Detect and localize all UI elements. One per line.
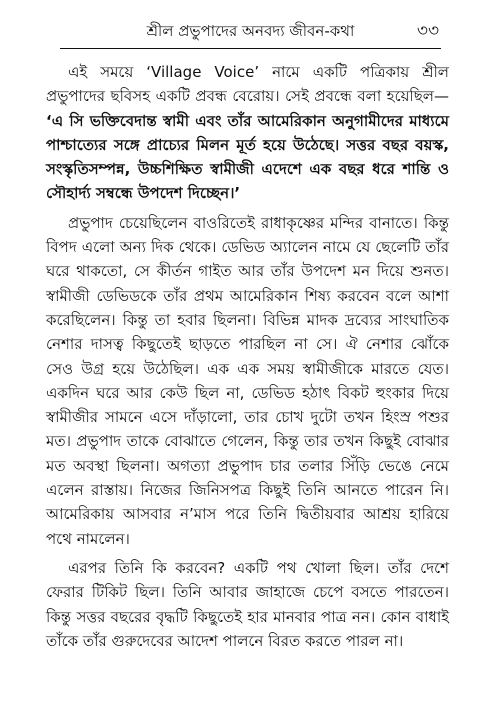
newspaper-quote: ‘এ সি ভক্তিবেদান্ত স্বামী এবং তাঁর আমেরিকান অনুগামীদের মাধ্যমে পাশ্চাত্যের সঙ্গে প্রাচ্যের মিলন মূর্ত হয়ে উঠেছে। সত্তর বছর বয়স্ক, সংস্কৃতিসম্পন্ন, উচ্চশিক্ষিত স্বামীজী এদেশে এক বছর ধরে শান্তি ও সৌহার্দ্য সম্বন্ধে উপদেশ দিচ্ছেন।’	[46, 111, 449, 203]
page-body	[46, 60, 449, 653]
page-header	[60, 18, 441, 49]
running-title: শ্রীল প্রভুপাদের অনবদ্য জীবন-কথা	[146, 22, 355, 40]
paragraph-1	[46, 60, 449, 206]
paragraph-3: এরপর তিনি কি করবেন? একটি পথ খোলা ছিল। তাঁর দেশে ফেরার টিকিট ছিল। তিনি আবার জাহাজে চেপে বসতে পারতেন। কিন্তু সত্তর বছরের বৃদ্ধটি কিছুতেই হার মানবার পাত্র নন। কোন বাধাই তাঁকে তাঁর গুরুদেবের আদেশ পালনে বিরত করতে পারল না।	[46, 558, 449, 650]
page-number: ৩৩	[416, 21, 439, 41]
paragraph-2: প্রভুপাদ চেয়েছিলেন বাওরিতেই রাধাকৃষ্ণের মন্দির বানাতে। কিন্তু বিপদ এলো অন্য দিক থেকে। ডেভিড অ্যালেন নামে যে ছেলেটি তাঁর ঘরে থাকতো, সে কীর্তন গাইত আর তাঁর উপদেশ মন দিয়ে শুনত। স্বামীজী ডেভিডকে তাঁর প্রথম আমেরিকান শিষ্য করবেন বলে আশা করেছিলেন। কিন্তু তা হবার ছিলনা। বিভিন্ন মাদক দ্রব্যের সাংঘাতিক নেশার দাসত্ব কিছুতেই ছাড়তে পারছিল না সে। ঐ নেশার ঝোঁকে সেও উগ্র হয়ে উঠেছিল। এক এক সময় স্বামীজীকে মারতে যেত। একদিন ঘরে আর কেউ ছিল না, ডেভিড হঠাৎ বিকট হুংকার দিয়ে স্বামীজীর সামনে এসে দাঁড়ালো, তার চোখ দুটো তখন হিংস্র পশুর মত। প্রভুপাদ তাকে বোঝাতে গেলেন, কিন্তু তার তখন কিছুই বোঝার মত অবস্থা ছিলনা। অগত্যা প্রভুপাদ চার তলার সিঁড়ি ভেঙে নেমে এলেন রাস্তায়। নিজের জিনিসপত্র কিছুই তিনি আনতে পারেন নি। আমেরিকায় আসবার ন’মাস পরে তিনি দ্বিতীয়বার আশ্রয় হারিয়ে পথে নামলেন।	[46, 213, 449, 548]
paragraph-1-intro: এই সময়ে ‘Village Voice’ নামে একটি পত্রিকায় শ্রীল প্রভুপাদের ছবিসহ একটি প্রবন্ধ বেরোয়। সেই প্রবন্ধে বলা হয়েছিল—	[46, 63, 449, 106]
